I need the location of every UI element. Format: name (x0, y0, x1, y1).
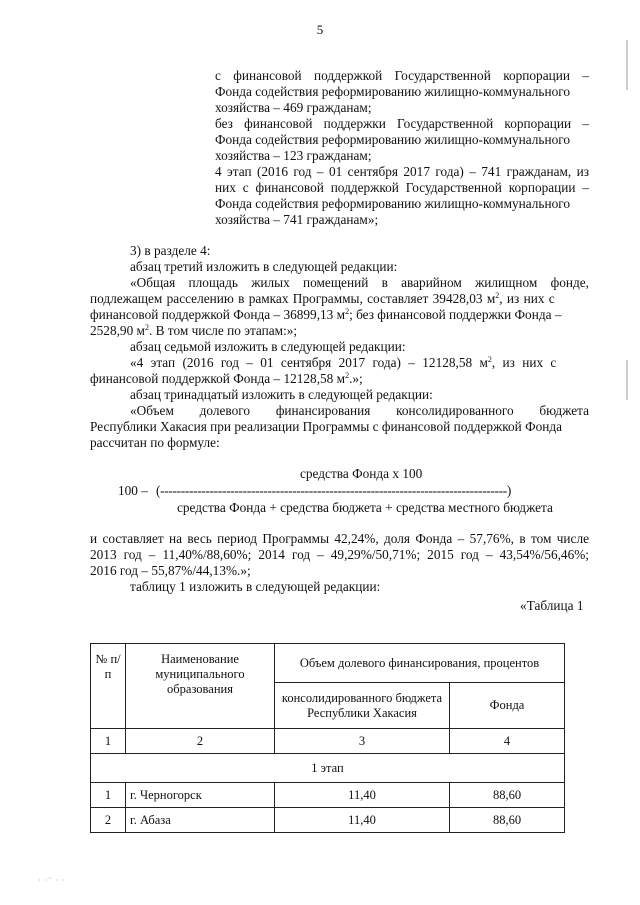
block1-line-10: хозяйства – 741 гражданам»; (215, 212, 379, 227)
header-consolidated: консолидированного бюджета Республики Хакасия (275, 683, 450, 729)
row-fund: 88,60 (450, 783, 565, 808)
para7-line-1: «4 этап (2016 год – 01 сентября 2017 года) – 12128,58 $м^2$, из них с (130, 355, 557, 370)
block1-line-7: 4 этап (2016 год – 01 сентября 2017 года) – 741 гражданам, из (215, 164, 589, 179)
block1-line-2: Фонда содействия реформированию жилищно-коммунального (215, 84, 571, 99)
para3-line-2: подлежащем расселению в рамках Программы, составляет 39428,03 $м^2$, из них с (90, 291, 555, 306)
block1-line-8: них с финансовой поддержкой Государственной корпорации – (215, 180, 589, 195)
para13-intro: абзац тринадцатый изложить в следующей редакции: (130, 387, 433, 402)
formula-denominator: средства Фонда + средства бюджета + средства местного бюджета (177, 500, 553, 515)
after-formula-line-2: 2013 год – 11,40%/88,60%; 2014 год – 49,29%/50,71%; 2015 год – 43,54%/56,46%; (90, 547, 589, 562)
table-row (91, 808, 565, 833)
scan-edge-mark (626, 360, 628, 400)
block1-line-9: Фонда содействия реформированию жилищно-коммунального (215, 196, 571, 211)
row-consolidated: 11,40 (275, 808, 450, 833)
column-number-3: 3 (275, 729, 450, 754)
scan-edge-mark (626, 40, 628, 90)
header-name: Наименование муниципального образования (126, 644, 275, 729)
stage-row: 1 этап (91, 754, 565, 783)
formula-dash-line: (------------------------------------------------------------------------------------) (156, 483, 512, 498)
column-number-4: 4 (450, 729, 565, 754)
section-heading: 3) в разделе 4: (130, 243, 211, 258)
row-consolidated: 11,40 (275, 783, 450, 808)
para3-line-1: «Общая площадь жилых помещений в аварийном жилищном фонде, (130, 275, 589, 290)
block1-line-6: хозяйства – 123 гражданам; (215, 148, 372, 163)
header-fund: Фонда (450, 683, 565, 729)
program-table (90, 643, 565, 833)
table-row (91, 783, 565, 808)
formula-numerator: средства Фонда х 100 (300, 466, 423, 481)
block1-line-1: с финансовой поддержкой Государственной корпорации – (215, 68, 589, 83)
formula-prefix: 100 – (118, 483, 148, 498)
table-label: «Таблица 1 (520, 598, 584, 613)
para13-line-3: рассчитан по формуле: (90, 435, 220, 450)
after-formula-line-1: и составляет на весь период Программы 42,24%, доля Фонда – 57,76%, в том числе (90, 531, 589, 546)
scan-specks: · ·¨ · · (38, 876, 66, 885)
after-formula-line-4: таблицу 1 изложить в следующей редакции: (130, 579, 381, 594)
row-fund: 88,60 (450, 808, 565, 833)
para3-line-4: 2528,90 $м^2$. В том числе по этапам:»; (90, 323, 298, 338)
para13-line-1: «Объем долевого финансирования консолидированного бюджета (130, 403, 589, 418)
row-name: г. Абаза (126, 808, 275, 833)
para7-line-2: финансовой поддержкой Фонда – 12128,58 $м^2$.»; (90, 371, 363, 386)
block1-line-3: хозяйства – 469 гражданам; (215, 100, 372, 115)
row-num: 2 (91, 808, 126, 833)
header-share: Объем долевого финансирования, процентов (275, 644, 565, 683)
column-number-1: 1 (91, 729, 126, 754)
para3-intro: абзац третий изложить в следующей редакции: (130, 259, 398, 274)
column-number-2: 2 (126, 729, 275, 754)
para13-line-2: Республики Хакасия при реализации Программы с финансовой поддержкой Фонда (90, 419, 563, 434)
page-number: 5 (316, 22, 324, 37)
row-name: г. Черногорск (126, 783, 275, 808)
header-num: № п/п (91, 644, 126, 729)
row-num: 1 (91, 783, 126, 808)
para7-intro: абзац седьмой изложить в следующей редакции: (130, 339, 406, 354)
block1-line-4: без финансовой поддержки Государственной корпорации – (215, 116, 589, 131)
after-formula-line-3: 2016 год – 55,87%/44,13%.»; (90, 563, 251, 578)
para3-line-3: финансовой поддержкой Фонда – 36899,13 $м^2$; без финансовой поддержки Фонда – (90, 307, 562, 322)
block1-line-5: Фонда содействия реформированию жилищно-коммунального (215, 132, 571, 147)
